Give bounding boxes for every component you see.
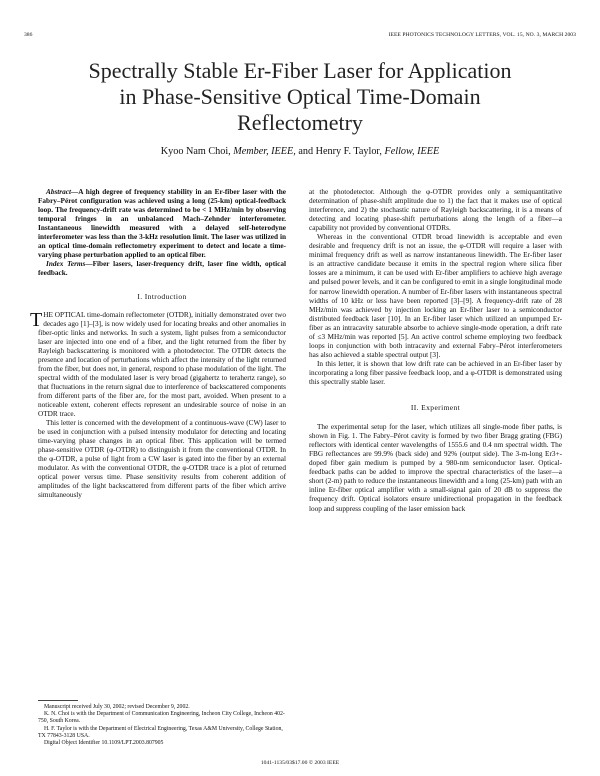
title-line-3: Reflectometry bbox=[237, 110, 363, 135]
footnote-author-1: K. N. Choi is with the Department of Communication Engineering, Incheon City College, Incheon 402-750, South Korea. bbox=[38, 711, 285, 725]
right-paragraph-1: at the photodetector. Although the φ-OTDR provides only a semiquantitative determination of phase-shift amplitude due to 1) the fact that it makes use of optical interference, and 2) the stochastic nature of Rayleigh backscattering, it is a means of detecting and locating phase-shift perturbations along the length of a fiber—a capability not provided by conventional OTDRs. bbox=[309, 188, 562, 233]
running-header bbox=[24, 32, 576, 40]
footnote-received: Manuscript received July 30, 2002; revised December 9, 2002. bbox=[44, 704, 190, 710]
left-column bbox=[30, 188, 287, 501]
footnote-doi: Digital Object Identifier 10.1109/LPT.2003.807905 bbox=[44, 740, 164, 747]
intro-paragraph-1-text: HE OPTICAL time-domain reflectometer (OTDR), initially demonstrated over two decades ago [1]–[3], is now widely used for locating breaks and other anomalies in fiber-optic links and networks. In such a system, light pulses from a semiconductor laser are injected into one end of a fiber, and the light returned from the fiber by Rayleigh backscattering is monitored with a photodetector. The OTDR detects the presence and location of perturbations which affect the intensity of the light returned from the fiber, but does not, in general, respond to phase modulation of the light. The spectral width of the modulated laser is very broad (gigahertz to terahertz range), so that fluctuations in the return signal due to interference of backscattered components from different parts of the fiber are, for the most part, avoided. When present to a noticeable extent, coherent effects represent an undesirable source of noise in an OTDR trace. bbox=[38, 310, 286, 419]
section-heading-introduction: I. Introduction bbox=[137, 292, 187, 302]
abstract-label: Abstract— bbox=[46, 188, 79, 196]
author-2-role: Fellow, IEEE bbox=[384, 146, 440, 157]
abstract bbox=[38, 188, 286, 260]
author-2: Henry F. Taylor, bbox=[315, 146, 382, 157]
section-heading-experiment: II. Experiment bbox=[410, 403, 461, 413]
right-paragraph-3: In this letter, it is shown that low drift rate can be achieved in an Er-fiber laser by incorporating a long fiber passive feedback loop, and a φ-OTDR is demonstrated using this spectrally stable laser. bbox=[309, 359, 562, 386]
journal-name: IEEE PHOTONICS TECHNOLOGY LETTERS, VOL. 15, NO. 3, MARCH 2003 bbox=[388, 32, 576, 38]
footnote-author-2: H. F. Taylor is with the Department of Electrical Engineering, Texas A&M University, College Station, TX 77843-3128 USA. bbox=[38, 725, 283, 739]
index-terms bbox=[38, 260, 286, 278]
footnote-rule bbox=[38, 700, 78, 701]
author-line bbox=[30, 146, 570, 157]
copyright-footer: 1041-1135/03$17.00 © 2003 IEEE bbox=[260, 760, 340, 766]
experiment-paragraph-1: The experimental setup for the laser, which utilizes all single-mode fiber paths, is shown in Fig. 1. The Fabry–Pérot cavity is formed by two fiber Bragg grating (FBG) reflectors with identical center wavelengths of 1555.6 and 0.4 nm spectral width. The FBG reflectances are 99.9% (back side) and 92% (output side). The 3-m-long Er3+-doped fiber gain medium is pumped by a 980-nm semiconductor laser. Optical-feedback paths can be added to improve the spectral characteristics of the laser—a short (2-m) path to reduce the instantaneous linewidth and a long (25-km) path with an inline Er-fiber optical amplifier with a small-signal gain of 20 dB to suppress the frequency drift. Optical isolators ensure unidirectional propagation in the feedback loop and suppress coupling of the laser emission back bbox=[309, 423, 562, 513]
drop-cap: T bbox=[30, 308, 43, 331]
index-terms-label: Index Terms— bbox=[46, 260, 93, 269]
intro-paragraph-1 bbox=[30, 308, 286, 420]
title-line-2: in Phase-Sensitive Optical Time-Domain bbox=[119, 84, 481, 109]
intro-paragraph-2: This letter is concerned with the development of a continuous-wave (CW) laser to be used in conjunction with a pulsed intensity modulator for detecting and locating time-varying phase changes in an optical fiber. This application will be termed phase-sensitive OTDR (φ-OTDR) to distinguish it from the conventional OTDR. In the φ-OTDR, a pulse of light from a CW laser is gated into the fiber by an external modulator. As with the conventional OTDR, the φ-OTDR trace is a plot of returned optical power versus time. Phase sensitivity results from coherent addition of amplitudes of the light backscattered from different parts of the fiber which arrive simultaneously bbox=[38, 419, 286, 500]
author-1: Kyoo Nam Choi, bbox=[160, 146, 231, 157]
page-number: 386 bbox=[24, 32, 33, 38]
author-conjunction: and bbox=[298, 146, 314, 157]
abstract-text: A high degree of frequency stability in an Er-fiber laser with the Fabry–Pérot configuration was achieved using a long (25-km) optical-feedback loop. The frequency-drift rate was determined to be < 1 MHz/min by observing temporal fringes in an unbalanced Mach–Zehnder interferometer. Instantaneous linewidth measured with a delayed self-heterodyne interferometer was less than the 3-kHz resolution limit. The laser was utilized in an optical time-domain reflectometry experiment to detect and locate a time-varying phase perturbation applied to an optical fiber. bbox=[38, 188, 286, 260]
footnotes bbox=[38, 700, 286, 747]
paper-title bbox=[30, 58, 570, 136]
right-paragraph-2: Whereas in the conventional OTDR broad linewidth is acceptable and even desirable and frequency drift is not an issue, the φ-OTDR will require a laser with minimal frequency drift as well as narrow instantaneous linewidth. The Er-fiber laser is an attractive candidate because it emits in the spectral region where silica fiber losses are a minimum, it can be used with Er-fiber amplifiers to achieve high average and pulsed power levels, and it can be configured to emit in a single longitudinal mode for narrow linewidth operation. A number of Er-fiber lasers with instantaneous spectral widths of 10 kHz or less have been reported [3]–[9]. A frequency-drift rate of 28 MHz/min was achieved by injection locking an Er-fiber laser to a semiconductor distributed feedback laser [10]. In an Er-fiber laser which utilized an unpumped Er-fiber as an intracavity saturable absorbe to achieve single-mode operation, a drift rate of ≤3 MHz/min was reported [5]. An active control scheme employing two feedback loops in conjunction with both intracavity and external Fabry–Pérot interferometers has also achieved a stable spectral output [3]. bbox=[309, 233, 562, 359]
right-column bbox=[309, 188, 562, 514]
title-line-1: Spectrally Stable Er-Fiber Laser for Application bbox=[88, 58, 512, 83]
index-terms-text: Fiber lasers, laser-frequency drift, laser fine width, optical feedback. bbox=[38, 260, 287, 278]
author-1-role: Member, IEEE, bbox=[233, 146, 296, 157]
